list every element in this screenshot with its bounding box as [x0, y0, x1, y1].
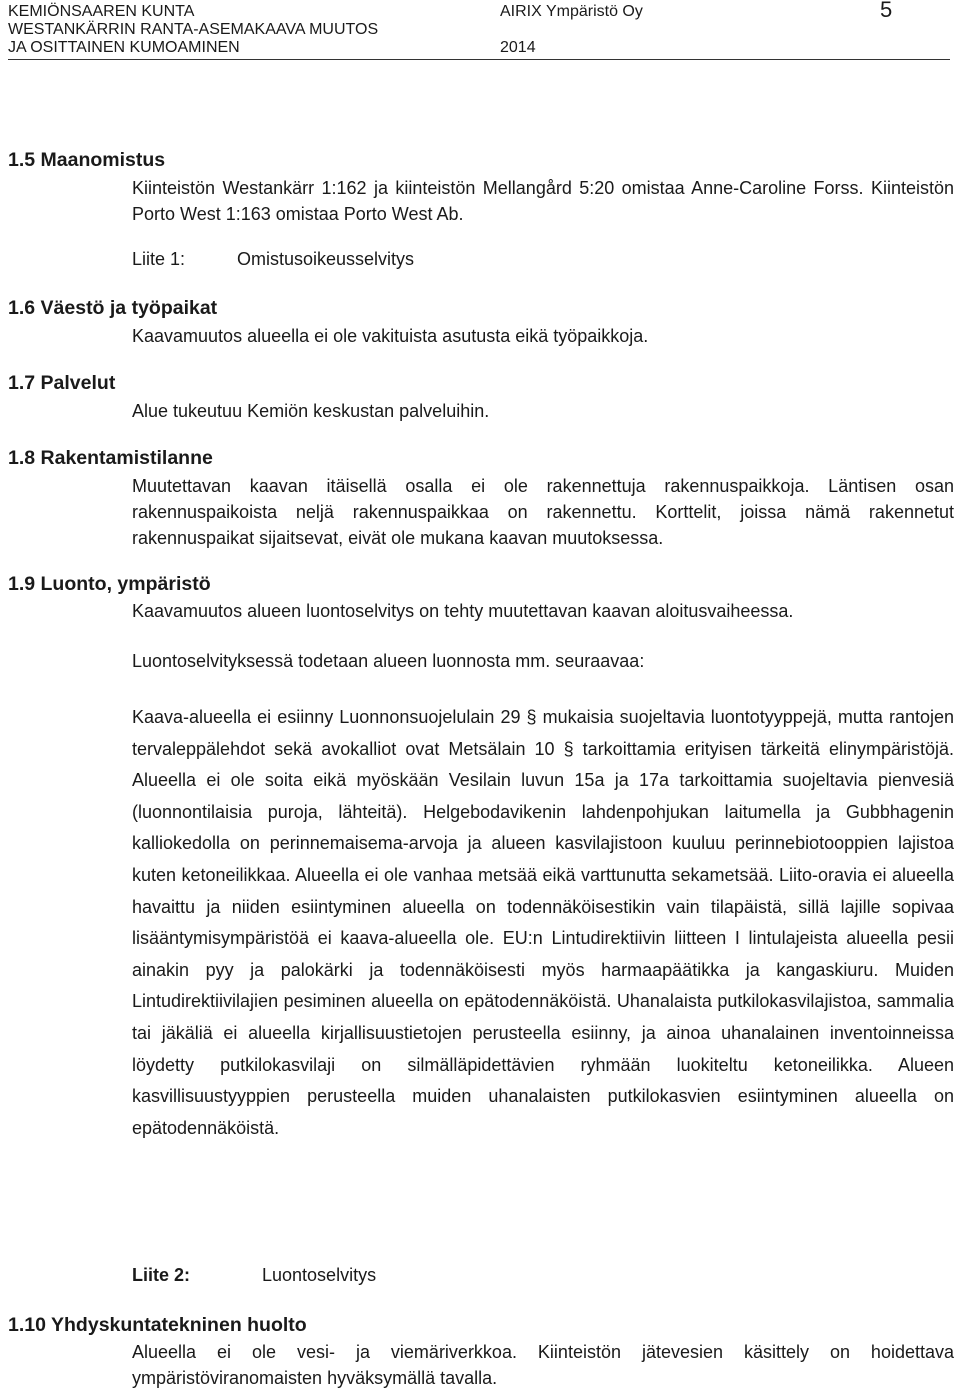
- header-company: AIRIX Ympäristö Oy: [500, 3, 643, 20]
- section-text-luonto-2: Luontoselvityksessä todetaan alueen luonnosta mm. seuraavaa:: [132, 651, 645, 671]
- appendix-2: [132, 1265, 376, 1286]
- header-plan-name: WESTANKÄRRIN RANTA-ASEMAKAAVA MUUTOS: [8, 21, 379, 38]
- section-text-maanomistus: Kiinteistön Westankärr 1:162 ja kiinteistön Mellangård 5:20 omistaa Anne-Caroline Forss. Kiinteistön Porto West 1:163 omistaa Porto West Ab.: [132, 178, 954, 224]
- section-title-huolto: 1.10 Yhdyskuntatekninen huolto: [8, 1314, 307, 1336]
- section-text-luonto-1: Kaavamuutos alueen luontoselvitys on tehty muutettavan kaavan aloitusvaiheessa.: [132, 601, 794, 621]
- section-text-huolto: Alueella ei ole vesi- ja viemäriverkkoa. Kiinteistön jätevesien käsittely on hoidettava ympäristöviranomaisten hyväksymällä tavalla.: [132, 1342, 954, 1388]
- header-left: [8, 3, 428, 57]
- section-title-luonto: 1.9 Luonto, ympäristö: [8, 573, 211, 595]
- section-text-rakentamistilanne: Muutettavan kaavan itäisellä osalla ei ole rakennettuja rakennuspaikkoja. Läntisen osan rakennuspaikoista neljä rakennuspaikkaa on rakennettu. Korttelit, joissa nämä rakennetut rakennuspaikat sijaitsevat, eivät ole mukana kaavan muutoksessa.: [132, 476, 954, 548]
- appendix-1: [132, 249, 414, 270]
- section-text-palvelut: Alue tukeutuu Kemiön keskustan palveluihin.: [132, 401, 490, 421]
- section-text-vaesto: Kaavamuutos alueella ei ole vakituista asutusta eikä työpaikkoja.: [132, 326, 649, 346]
- section-title-vaesto: 1.6 Väestö ja työpaikat: [8, 297, 218, 319]
- section-text-luonto-quote: Kaava-alueella ei esiinny Luonnonsuojelulain 29 § mukaisia suojeltavia luontotyyppejä, mutta rantojen tervaleppälehdot sekä avokalliot ovat Metsälain 10 § tarkoittamia erityisen tärkeitä elinympäristöjä. Alueella ei ole soita eikä myöskään Vesilain luvun 15a ja 17a tarkoittamia suojeltavia pienvesiä (luonnontilaisia puroja, lähteitä). Helgebodavikenin lahdenpohjukan laitumella ja Gubbhagenin kalliokedolla on perinnemaisema-arvoja ja alueen kasvilajistoon kuuluu perinnebiotooppien lajistoa kuten ketoneilikkaa. Alueella ei ole vanhaa metsää eikä varttunutta sekametsää. Liito-oravia ei alueella havaittu ja niiden esiintyminen alueella on todennäköisestikin vain tilapäistä, sillä lajille sopivaa lisääntymisympäristöä ei kaava-alueella ole. EU:n Lintudirektiivin liitteen I lintulajeista alueella pesii ainakin pyy ja palokärki ja todennäköisesti myös harmaapäätikka ja kangaskiuru. Muiden Lintudirektiivilajien pesiminen alueella on epätodennäköistä. Uhanalaista putkilokasvilajistoa, sammalia tai jäkäliä ei alueella kirjallisuustietojen perusteella esiinny, ja ainoa uhanalainen inventoinneissa löydetty putkilokasvilaji on silmälläpidettävien ryhmään luokiteltu ketoneilikka. Alueen kasvillisuustyyppien perusteella muiden uhanalaisten putkilokasvien esiintyminen alueella on epätodennäköistä.: [132, 707, 954, 1138]
- appendix-1-value: Omistusoikeusselvitys: [237, 249, 415, 269]
- header-divider: [8, 59, 950, 60]
- appendix-2-label: Liite 2:: [132, 1265, 191, 1285]
- appendix-1-label: Liite 1:: [132, 249, 186, 269]
- section-title-maanomistus: 1.5 Maanomistus: [8, 149, 166, 171]
- header-plan-subtitle: JA OSITTAINEN KUMOAMINEN: [8, 39, 240, 56]
- header-organization: KEMIÖNSAAREN KUNTA: [8, 3, 195, 20]
- header-year: 2014: [500, 39, 536, 56]
- page-number: 5: [880, 0, 893, 22]
- appendix-2-value: Luontoselvitys: [262, 1265, 377, 1285]
- section-title-rakentamistilanne: 1.8 Rakentamistilanne: [8, 447, 213, 469]
- section-title-palvelut: 1.7 Palvelut: [8, 372, 116, 394]
